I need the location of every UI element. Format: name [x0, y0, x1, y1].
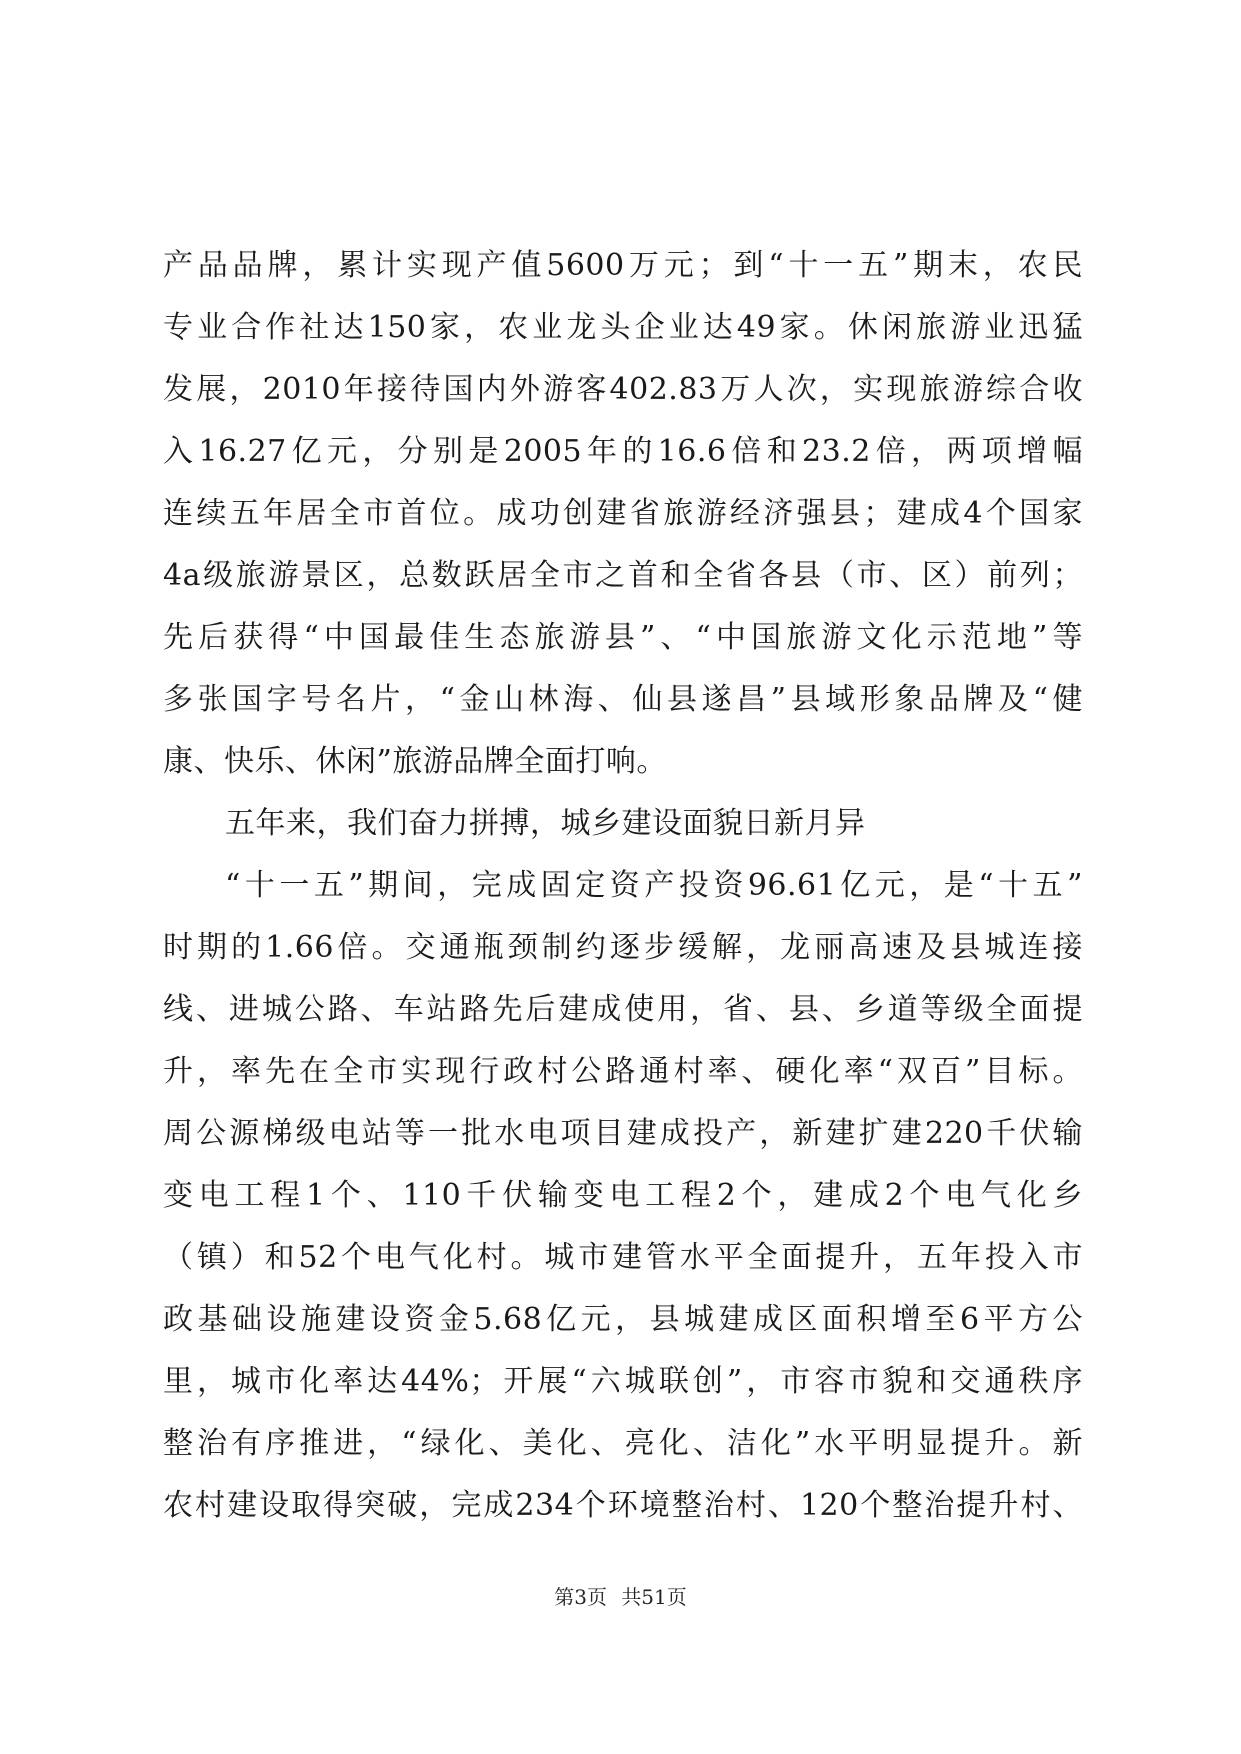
text-line: 农村建设取得突破，完成234个环境整治村、120个整治提升村、	[163, 1488, 1083, 1523]
text-line: 入16.27亿元，分别是2005年的16.6倍和23.2倍，两项增幅	[163, 434, 1083, 469]
text-line: 整治有序推进，“绿化、美化、亮化、洁化”水平明显提升。新	[163, 1426, 1083, 1461]
text-line: 4a级旅游景区，总数跃居全市之首和全省各县（市、区）前列；	[163, 558, 1083, 593]
page-total: 共51页	[621, 1585, 687, 1609]
text-line: 政基础设施建设资金5.68亿元，县城建成区面积增至6平方公	[163, 1302, 1083, 1337]
section-heading: 五年来，我们奋力拼搏，城乡建设面貌日新月异	[225, 806, 866, 841]
text-line: 时期的1.66倍。交通瓶颈制约逐步缓解，龙丽高速及县城连接	[163, 930, 1083, 965]
text-line: 连续五年居全市首位。成功创建省旅游经济强县；建成4个国家	[163, 496, 1083, 531]
text-line: 先后获得“中国最佳生态旅游县”、“中国旅游文化示范地”等	[163, 620, 1083, 655]
page-number: 第3页	[554, 1585, 607, 1609]
body-text	[163, 235, 1083, 1537]
text-line: 里，城市化率达44%；开展“六城联创”，市容市貌和交通秩序	[163, 1364, 1083, 1399]
text-line: 专业合作社达150家，农业龙头企业达49家。休闲旅游业迅猛	[163, 310, 1083, 345]
text-line: 变电工程1个、110千伏输变电工程2个，建成2个电气化乡	[163, 1178, 1083, 1213]
text-line: 康、快乐、休闲”旅游品牌全面打响。	[163, 744, 667, 779]
text-line: 产品品牌，累计实现产值5600万元；到“十一五”期末，农民	[163, 248, 1083, 283]
text-line: 周公源梯级电站等一批水电项目建成投产，新建扩建220千伏输	[163, 1116, 1083, 1151]
text-line: “十一五”期间，完成固定资产投资96.61亿元，是“十五”	[225, 868, 1083, 903]
text-line: 发展，2010年接待国内外游客402.83万人次，实现旅游综合收	[163, 372, 1083, 407]
text-line: （镇）和52个电气化村。城市建管水平全面提升，五年投入市	[163, 1240, 1083, 1275]
page-footer	[0, 1583, 1241, 1611]
text-line: 多张国字号名片，“金山林海、仙县遂昌”县域形象品牌及“健	[163, 682, 1083, 717]
text-line: 线、进城公路、车站路先后建成使用，省、县、乡道等级全面提	[163, 992, 1083, 1027]
text-line: 升，率先在全市实现行政村公路通村率、硬化率“双百”目标。	[163, 1054, 1083, 1089]
